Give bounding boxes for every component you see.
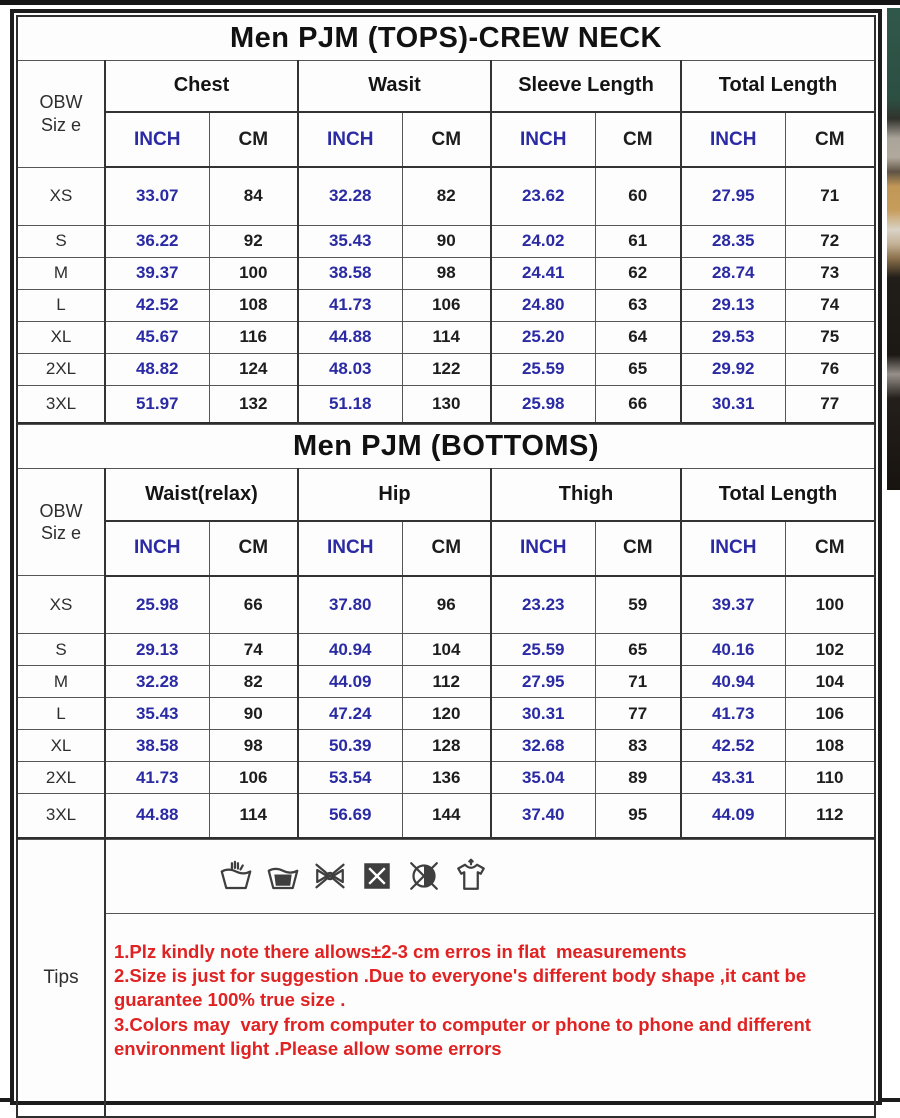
value-inch: 40.94	[298, 634, 402, 666]
table-row	[17, 698, 875, 730]
value-cm: 77	[595, 698, 681, 730]
value-cm: 66	[595, 385, 681, 423]
size-label: M	[17, 666, 105, 698]
unit-header-inch: INCH	[681, 521, 785, 576]
size-label: 2XL	[17, 353, 105, 385]
group-header-hip: Hip	[298, 469, 491, 521]
value-cm: 71	[785, 167, 875, 225]
size-label: S	[17, 225, 105, 257]
value-inch: 32.28	[105, 666, 209, 698]
value-cm: 74	[209, 634, 298, 666]
value-inch: 48.82	[105, 353, 209, 385]
value-cm: 98	[209, 730, 298, 762]
tips-section	[16, 839, 876, 1118]
table-row	[17, 225, 875, 257]
size-column-header-line2: Siz e	[40, 523, 82, 543]
group-header-chest: Chest	[105, 60, 298, 112]
value-cm: 65	[595, 353, 681, 385]
value-inch: 29.53	[681, 321, 785, 353]
value-inch: 24.02	[491, 225, 595, 257]
size-label: XL	[17, 730, 105, 762]
value-cm: 75	[785, 321, 875, 353]
value-inch: 44.09	[681, 794, 785, 838]
value-inch: 23.23	[491, 576, 595, 634]
unit-header-cm: CM	[595, 112, 681, 167]
value-inch: 41.73	[298, 289, 402, 321]
value-cm: 104	[402, 634, 491, 666]
size-label: 3XL	[17, 385, 105, 423]
value-inch: 45.67	[105, 321, 209, 353]
size-label: L	[17, 698, 105, 730]
tips-label: Tips	[17, 839, 105, 1117]
table-row	[17, 385, 875, 423]
size-chart-frame	[10, 9, 882, 1105]
value-cm: 114	[209, 794, 298, 838]
value-cm: 104	[785, 666, 875, 698]
value-inch: 35.43	[298, 225, 402, 257]
value-inch: 39.37	[681, 576, 785, 634]
value-inch: 25.59	[491, 634, 595, 666]
value-cm: 112	[402, 666, 491, 698]
value-inch: 28.74	[681, 257, 785, 289]
value-cm: 122	[402, 353, 491, 385]
tops-size-table	[16, 15, 876, 424]
value-inch: 32.68	[491, 730, 595, 762]
unit-header-inch: INCH	[105, 112, 209, 167]
size-column-header-line1: OBW	[39, 500, 83, 521]
top-edge-bar	[0, 0, 900, 5]
value-cm: 64	[595, 321, 681, 353]
care-icons-row	[105, 839, 875, 913]
hand-wash-icon	[218, 858, 254, 894]
unit-header-inch: INCH	[298, 112, 402, 167]
value-inch: 39.37	[105, 257, 209, 289]
value-cm: 76	[785, 353, 875, 385]
value-inch: 35.04	[491, 762, 595, 794]
value-inch: 42.52	[105, 289, 209, 321]
unit-header-cm: CM	[402, 521, 491, 576]
group-header-waist-relax: Waist(relax)	[105, 469, 298, 521]
value-inch: 33.07	[105, 167, 209, 225]
value-cm: 62	[595, 257, 681, 289]
value-cm: 71	[595, 666, 681, 698]
table-row	[17, 666, 875, 698]
value-cm: 116	[209, 321, 298, 353]
unit-header-cm: CM	[785, 521, 875, 576]
size-column-header-line1: OBW	[39, 92, 83, 112]
value-inch: 40.94	[681, 666, 785, 698]
value-inch: 25.98	[491, 385, 595, 423]
size-column-header	[17, 469, 105, 576]
value-cm: 61	[595, 225, 681, 257]
value-cm: 92	[209, 225, 298, 257]
value-cm: 84	[209, 167, 298, 225]
value-inch: 44.88	[105, 794, 209, 838]
value-cm: 136	[402, 762, 491, 794]
value-inch: 41.73	[681, 698, 785, 730]
unit-header-cm: CM	[785, 112, 875, 167]
bottoms-table-title: Men PJM (BOTTOMS)	[17, 425, 875, 469]
value-cm: 106	[785, 698, 875, 730]
table-row	[17, 730, 875, 762]
value-cm: 65	[595, 634, 681, 666]
size-label: 2XL	[17, 762, 105, 794]
table-row	[17, 794, 875, 838]
value-inch: 51.18	[298, 385, 402, 423]
unit-header-inch: INCH	[491, 112, 595, 167]
size-label: L	[17, 289, 105, 321]
unit-header-inch: INCH	[681, 112, 785, 167]
value-cm: 144	[402, 794, 491, 838]
value-cm: 59	[595, 576, 681, 634]
value-cm: 132	[209, 385, 298, 423]
unit-header-inch: INCH	[491, 521, 595, 576]
value-cm: 106	[209, 762, 298, 794]
value-inch: 38.58	[298, 257, 402, 289]
do-not-dry-clean-icon	[406, 858, 442, 894]
tip-note: 3.Colors may vary from computer to computer or phone to phone and different environment light .Please allow some errors	[114, 1013, 817, 1060]
bottoms-size-table	[16, 424, 876, 839]
table-row	[17, 321, 875, 353]
value-inch: 30.31	[681, 385, 785, 423]
value-cm: 124	[209, 353, 298, 385]
value-inch: 50.39	[298, 730, 402, 762]
wash-basin-icon	[265, 858, 301, 894]
do-not-tumble-dry-icon	[359, 858, 395, 894]
value-cm: 77	[785, 385, 875, 423]
value-inch: 25.20	[491, 321, 595, 353]
value-inch: 24.80	[491, 289, 595, 321]
value-cm: 74	[785, 289, 875, 321]
value-cm: 90	[402, 225, 491, 257]
unit-header-cm: CM	[209, 521, 298, 576]
size-label: M	[17, 257, 105, 289]
value-cm: 112	[785, 794, 875, 838]
value-inch: 25.59	[491, 353, 595, 385]
table-row	[17, 762, 875, 794]
value-inch: 32.28	[298, 167, 402, 225]
value-cm: 73	[785, 257, 875, 289]
value-inch: 29.13	[105, 634, 209, 666]
tops-table-title: Men PJM (TOPS)-CREW NECK	[17, 16, 875, 60]
group-header-total-length: Total Length	[681, 60, 875, 112]
value-inch: 36.22	[105, 225, 209, 257]
table-row	[17, 634, 875, 666]
tips-notes	[105, 913, 875, 1117]
value-cm: 130	[402, 385, 491, 423]
size-label: XL	[17, 321, 105, 353]
group-header-thigh: Thigh	[491, 469, 681, 521]
size-label: XS	[17, 167, 105, 225]
value-cm: 89	[595, 762, 681, 794]
unit-header-inch: INCH	[105, 521, 209, 576]
value-cm: 83	[595, 730, 681, 762]
table-row	[17, 576, 875, 634]
group-header-sleeve-length: Sleeve Length	[491, 60, 681, 112]
value-cm: 72	[785, 225, 875, 257]
value-cm: 63	[595, 289, 681, 321]
value-cm: 102	[785, 634, 875, 666]
value-inch: 48.03	[298, 353, 402, 385]
value-cm: 95	[595, 794, 681, 838]
group-header-waist: Wasit	[298, 60, 491, 112]
value-inch: 27.95	[681, 167, 785, 225]
tip-note: 2.Size is just for suggestion .Due to everyone's different body shape ,it cant be guarantee 100% true size .	[114, 964, 812, 1011]
value-inch: 38.58	[105, 730, 209, 762]
value-inch: 53.54	[298, 762, 402, 794]
table-row	[17, 289, 875, 321]
size-label: S	[17, 634, 105, 666]
value-inch: 56.69	[298, 794, 402, 838]
value-inch: 37.80	[298, 576, 402, 634]
value-inch: 44.88	[298, 321, 402, 353]
value-inch: 43.31	[681, 762, 785, 794]
value-cm: 128	[402, 730, 491, 762]
drip-dry-shirt-icon	[453, 858, 489, 894]
value-cm: 82	[402, 167, 491, 225]
group-header-total-length: Total Length	[681, 469, 875, 521]
unit-header-inch: INCH	[298, 521, 402, 576]
value-cm: 110	[785, 762, 875, 794]
value-cm: 98	[402, 257, 491, 289]
value-inch: 23.62	[491, 167, 595, 225]
value-inch: 37.40	[491, 794, 595, 838]
size-label: XS	[17, 576, 105, 634]
value-inch: 29.13	[681, 289, 785, 321]
value-inch: 44.09	[298, 666, 402, 698]
unit-header-cm: CM	[209, 112, 298, 167]
value-inch: 27.95	[491, 666, 595, 698]
value-inch: 42.52	[681, 730, 785, 762]
table-row	[17, 167, 875, 225]
value-cm: 108	[785, 730, 875, 762]
unit-header-cm: CM	[595, 521, 681, 576]
table-row	[17, 257, 875, 289]
value-cm: 108	[209, 289, 298, 321]
unit-header-cm: CM	[402, 112, 491, 167]
value-cm: 106	[402, 289, 491, 321]
tip-note: 1.Plz kindly note there allows±2-3 cm erros in flat measurements	[114, 940, 687, 962]
value-cm: 100	[209, 257, 298, 289]
value-cm: 114	[402, 321, 491, 353]
value-inch: 35.43	[105, 698, 209, 730]
value-cm: 100	[785, 576, 875, 634]
value-inch: 51.97	[105, 385, 209, 423]
value-inch: 28.35	[681, 225, 785, 257]
value-inch: 29.92	[681, 353, 785, 385]
value-cm: 60	[595, 167, 681, 225]
size-column-header	[17, 60, 105, 167]
size-label: 3XL	[17, 794, 105, 838]
value-cm: 82	[209, 666, 298, 698]
value-inch: 25.98	[105, 576, 209, 634]
value-cm: 96	[402, 576, 491, 634]
value-cm: 120	[402, 698, 491, 730]
value-inch: 41.73	[105, 762, 209, 794]
value-inch: 24.41	[491, 257, 595, 289]
value-cm: 66	[209, 576, 298, 634]
do-not-wring-icon	[312, 858, 348, 894]
size-column-header-line2: Siz e	[40, 114, 82, 135]
value-inch: 30.31	[491, 698, 595, 730]
value-inch: 47.24	[298, 698, 402, 730]
table-row	[17, 353, 875, 385]
adjacent-photo-sliver	[887, 8, 900, 490]
value-cm: 90	[209, 698, 298, 730]
value-inch: 40.16	[681, 634, 785, 666]
